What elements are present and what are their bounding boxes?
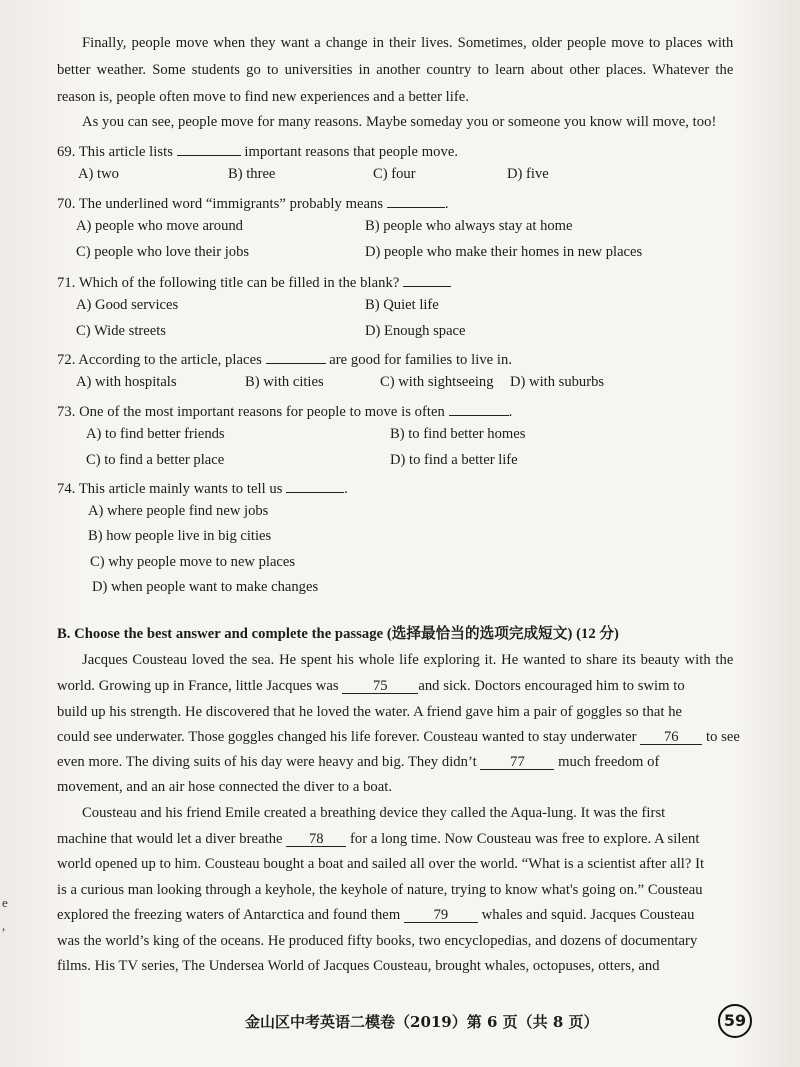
answer-blank[interactable] bbox=[286, 476, 344, 493]
option-a[interactable]: A) two bbox=[78, 166, 119, 182]
edge-mark: , bbox=[2, 918, 6, 933]
option-a[interactable]: A) Good services bbox=[76, 297, 179, 313]
option-b[interactable]: B) people who always stay at home bbox=[365, 218, 573, 234]
passage-line: world. Growing up in France, little Jacques was 75 and sick. Doctors encouraged him to swim to bbox=[57, 678, 685, 694]
option-d[interactable]: D) to find a better life bbox=[390, 452, 518, 468]
question-71-stem: 71. Which of the following title can be filled in the blank? bbox=[57, 270, 451, 292]
passage-line bbox=[57, 88, 469, 106]
passage-line: could see underwater. Those goggles changed his life forever. Cousteau wanted to stay underwater 76 to see bbox=[57, 729, 740, 745]
passage-line bbox=[82, 34, 733, 52]
question-70-stem: 70. The underlined word “immigrants” probably means . bbox=[57, 191, 449, 213]
option-b[interactable]: B) how people live in big cities bbox=[88, 528, 272, 544]
passage-line: was the world’s king of the oceans. He produced fifty books, two encyclopedias, and dozens of documentary bbox=[57, 933, 698, 949]
option-a[interactable]: A) people who move around bbox=[76, 218, 243, 234]
option-d[interactable]: D) with suburbs bbox=[510, 374, 605, 390]
passage-line: Cousteau and his friend Emile created a breathing device they called the Aqua-lung. It was the first bbox=[82, 805, 666, 821]
option-b[interactable]: B) to find better homes bbox=[390, 426, 526, 442]
passage-line: build up his strength. He discovered that he loved the water. A friend gave him a pair of goggles so that he bbox=[57, 704, 683, 720]
section-b-heading: B. Choose the best answer and complete the passage (选择最恰当的选项完成短文) (12 分) bbox=[57, 626, 619, 642]
option-a[interactable]: A) to find better friends bbox=[86, 426, 225, 442]
blank-77[interactable]: 77 bbox=[480, 753, 554, 770]
passage-text: Finally, people move when they want a change in their lives. Sometimes, older people move to places with bbox=[82, 35, 734, 51]
option-b[interactable]: B) three bbox=[228, 166, 276, 182]
option-d[interactable]: D) when people want to make changes bbox=[92, 579, 319, 595]
option-b[interactable]: B) with cities bbox=[245, 374, 324, 390]
option-c[interactable]: C) people who love their jobs bbox=[76, 244, 250, 260]
blank-78[interactable]: 78 bbox=[286, 830, 346, 847]
option-d[interactable]: D) people who make their homes in new places bbox=[365, 244, 643, 260]
passage-text: As you can see, people move for many reasons. Maybe someday you or someone you know will move, too! bbox=[82, 114, 717, 130]
option-a[interactable]: A) with hospitals bbox=[76, 374, 177, 390]
option-c[interactable]: C) why people move to new places bbox=[90, 554, 296, 570]
passage-line: machine that would let a diver breathe 78 for a long time. Now Cousteau was free to explore. A silent bbox=[57, 831, 700, 847]
passage-line: world opened up to him. Cousteau bought a boat and sailed all over the world. “What is a scientist after all? It bbox=[57, 856, 705, 872]
option-c[interactable]: C) four bbox=[373, 166, 416, 182]
passage-text: better weather. Some students go to universities in another country to learn about other places. Whatever the bbox=[57, 62, 734, 78]
passage-line bbox=[57, 61, 733, 79]
blank-76[interactable]: 76 bbox=[640, 728, 702, 745]
answer-blank[interactable] bbox=[403, 270, 451, 287]
passage-line: explored the freezing waters of Antarctica and found them 79 whales and squid. Jacques Cousteau bbox=[57, 907, 695, 923]
passage-line: even more. The diving suits of his day were heavy and big. They didn’t 77 much freedom of bbox=[57, 754, 660, 770]
passage-line: is a curious man looking through a keyhole, the keyhole of nature, trying to know what's going on.” Cousteau bbox=[57, 882, 703, 898]
option-a[interactable]: A) where people find new jobs bbox=[88, 503, 269, 519]
option-c[interactable]: C) with sightseeing bbox=[380, 374, 494, 390]
blank-79[interactable]: 79 bbox=[404, 906, 478, 923]
passage-line: Jacques Cousteau loved the sea. He spent his whole life exploring it. He wanted to share its beauty with the bbox=[82, 652, 734, 668]
passage-line: films. His TV series, The Undersea World of Jacques Cousteau, brought whales, octopuses, otters, and bbox=[57, 958, 660, 974]
question-69-stem: 69. This article lists important reasons that people move. bbox=[57, 139, 458, 161]
answer-blank[interactable] bbox=[266, 347, 326, 364]
answer-blank[interactable] bbox=[387, 191, 445, 208]
question-74-stem: 74. This article mainly wants to tell us . bbox=[57, 476, 348, 498]
passage-text: reason is, people often move to find new experiences and a better life. bbox=[57, 89, 470, 105]
page-number-badge: 59 bbox=[718, 1004, 752, 1038]
passage-line: movement, and an air hose connected the diver to a boat. bbox=[57, 779, 393, 795]
page-footer: 金山区中考英语二模卷（2019）第 6 页（共 8 页） bbox=[245, 1013, 599, 1031]
option-d[interactable]: D) five bbox=[507, 166, 549, 182]
passage-line bbox=[82, 113, 716, 131]
option-c[interactable]: C) Wide streets bbox=[76, 323, 166, 339]
answer-blank[interactable] bbox=[449, 399, 509, 416]
question-72-stem: 72. According to the article, places are good for families to live in. bbox=[57, 347, 512, 369]
question-73-stem: 73. One of the most important reasons for people to move is often . bbox=[57, 399, 512, 421]
option-c[interactable]: C) to find a better place bbox=[86, 452, 225, 468]
answer-blank[interactable] bbox=[177, 139, 241, 156]
blank-75[interactable]: 75 bbox=[342, 677, 418, 694]
edge-mark: e bbox=[2, 895, 8, 910]
option-d[interactable]: D) Enough space bbox=[365, 323, 466, 339]
option-b[interactable]: B) Quiet life bbox=[365, 297, 439, 313]
